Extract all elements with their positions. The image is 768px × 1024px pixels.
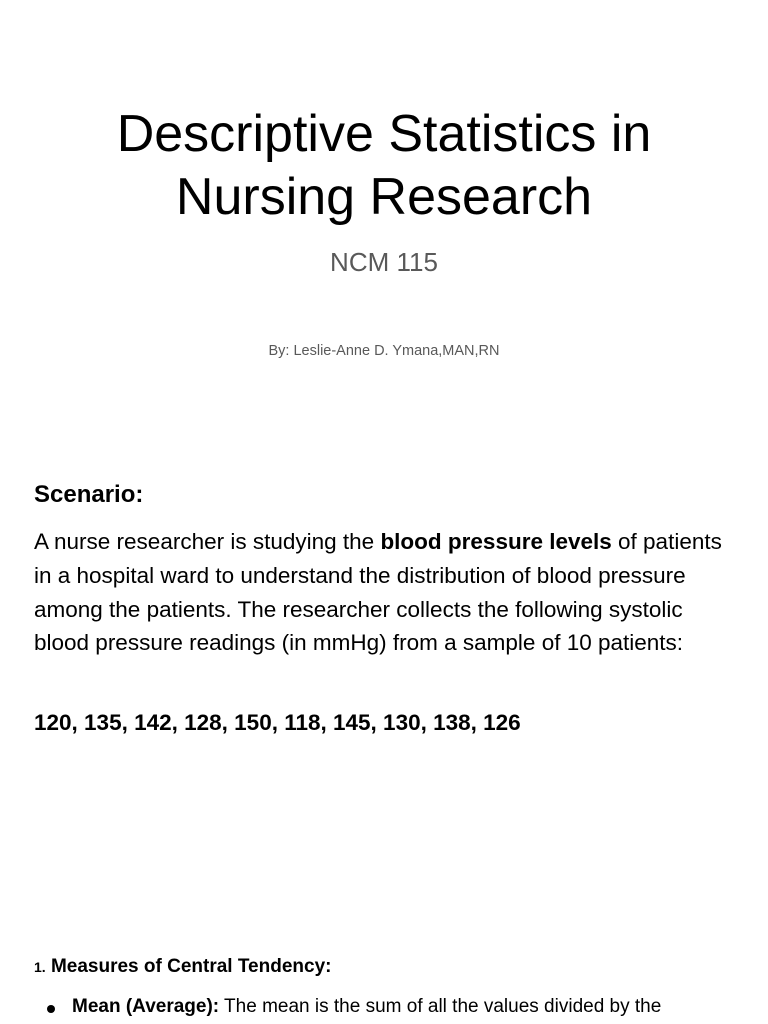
title-line-1: Descriptive Statistics in bbox=[116, 105, 652, 163]
bullet-icon bbox=[47, 1005, 55, 1013]
scenario-bold-phrase: blood pressure levels bbox=[380, 529, 612, 554]
page-title bbox=[0, 103, 768, 229]
scenario-text-start: A nurse researcher is studying the bbox=[34, 529, 381, 554]
bullet-term: Mean (Average): bbox=[72, 996, 220, 1017]
bullet-content bbox=[72, 995, 661, 1019]
section-number: 1. bbox=[34, 959, 46, 975]
scenario-heading: Scenario: bbox=[34, 481, 144, 508]
bp-readings: 120, 135, 142, 128, 150, 118, 145, 130, 138, 126 bbox=[34, 710, 521, 735]
section-title: Measures of Central Tendency: bbox=[45, 956, 332, 977]
bullet-text: The mean is the sum of all the values divided by the bbox=[219, 996, 662, 1017]
scenario-paragraph bbox=[34, 525, 739, 660]
author-line: By: Leslie-Anne D. Ymana,MAN,RN bbox=[268, 343, 500, 359]
scenario-text-end: of patients in a hospital ward to understand the distribution of blood pressure among the patients. The researcher collects the following systolic blood pressure readings (in mmHg) from a sample of 10 patients: bbox=[34, 529, 722, 656]
section-heading bbox=[34, 955, 331, 979]
title-line-2: Nursing Research bbox=[175, 168, 593, 226]
course-code: NCM 115 bbox=[330, 247, 438, 277]
